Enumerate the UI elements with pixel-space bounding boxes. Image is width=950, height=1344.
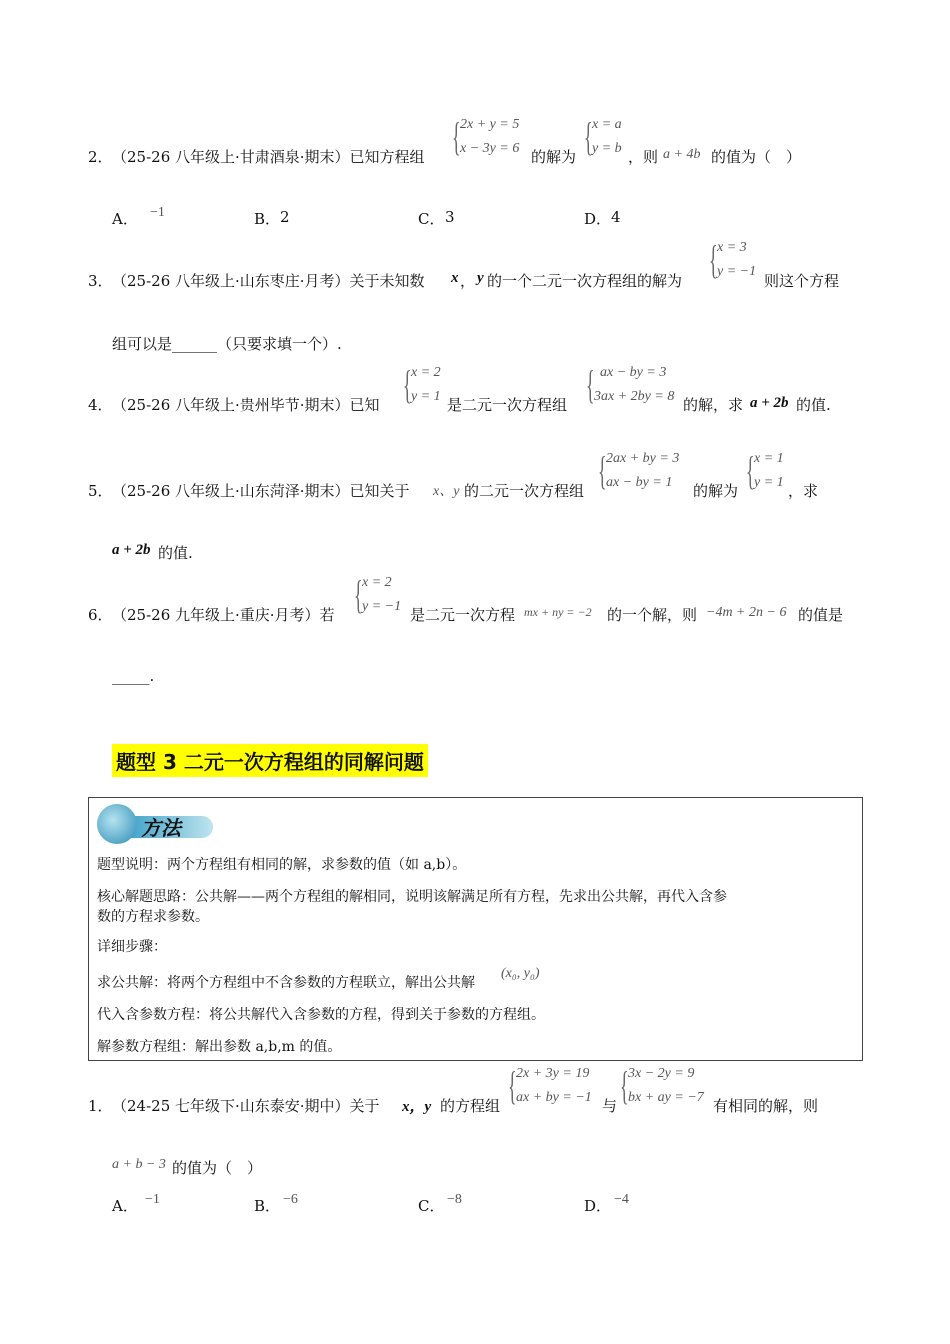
q7-mid-text: 的方程组 bbox=[440, 1097, 501, 1115]
method-line-6: 代入含参数方程：将公共解代入含参数的方程，得到关于参数的方程组。 bbox=[97, 1007, 545, 1023]
q2-tail-1: ，则 bbox=[628, 148, 659, 166]
q6-mid-text: 是二元一次方程 bbox=[410, 606, 516, 624]
method-line-1: 题型说明：两个方程组有相同的解，求参数的值（如 a,b）。 bbox=[97, 857, 467, 873]
q4-mid-text: 是二元一次方程组 bbox=[447, 396, 568, 414]
q5-expression: a + 2b bbox=[112, 542, 151, 558]
q7-option-b-value: −6 bbox=[283, 1192, 298, 1207]
q4-tail-1: 的解，求 bbox=[683, 396, 744, 414]
q2-system-1-eq2: x − 3y = 6 bbox=[460, 141, 520, 156]
q4-expression: a + 2b bbox=[750, 395, 789, 411]
q7-tail-2: 的值为（ ） bbox=[172, 1159, 263, 1177]
section-heading: 题型 3 二元一次方程组的同解问题 bbox=[112, 744, 428, 777]
q2-option-b-label: B． bbox=[254, 210, 281, 228]
q4-number: 4． bbox=[88, 396, 113, 414]
q4-system-2-eq1: ax − by = 3 bbox=[600, 365, 667, 380]
method-badge-label: 方法 bbox=[141, 816, 181, 840]
q4-system-1-eq1: x = 2 bbox=[411, 365, 441, 380]
q7-mid-text-2: 与 bbox=[602, 1097, 618, 1115]
q5-system-1-eq1: 2ax + by = 3 bbox=[606, 451, 680, 466]
q2-mid-text: 的解为 bbox=[531, 148, 577, 166]
q2-option-a-value: −1 bbox=[150, 205, 165, 220]
q4-system-1-eq2: y = 1 bbox=[411, 389, 441, 404]
q3-number: 3． bbox=[88, 272, 113, 290]
q2-system-1-eq1: 2x + y = 5 bbox=[460, 117, 520, 132]
q2-source: （25-26 八年级上·甘肃酒泉·期末）已知方程组 bbox=[112, 148, 425, 166]
method-line-4: 详细步骤： bbox=[97, 939, 167, 955]
q3-line-2: 组可以是______（只要求填一个）. bbox=[112, 335, 342, 353]
q7-expression: a + b − 3 bbox=[112, 1157, 166, 1172]
q7-option-d-label: D． bbox=[584, 1197, 612, 1215]
q2-system-2-eq1: x = a bbox=[592, 117, 622, 132]
q2-number: 2． bbox=[88, 148, 113, 166]
q6-tail: 的值是 bbox=[798, 606, 844, 624]
q7-option-b-label: B． bbox=[254, 1197, 281, 1215]
q2-option-c-label: C． bbox=[418, 210, 445, 228]
method-box bbox=[88, 797, 863, 1061]
method-line-7: 解参数方程组：解出参数 a,b,m 的值。 bbox=[97, 1039, 342, 1055]
q3-var-y: y bbox=[477, 270, 484, 286]
q2-system-2-eq2: y = b bbox=[592, 141, 622, 156]
q6-expression: −4m + 2n − 6 bbox=[706, 605, 787, 620]
method-line-5: 求公共解：将两个方程组中不含参数的方程联立，解出公共解 bbox=[97, 975, 475, 991]
q7-option-d-value: −4 bbox=[614, 1192, 629, 1207]
q6-mid-text-2: 的一个解，则 bbox=[607, 606, 698, 624]
q3-var-x: x bbox=[451, 270, 459, 286]
method-line-2: 核心解题思路：公共解——两个方程组的解相同，说明该解满足所有方程，先求出公共解，再代入含参 bbox=[97, 889, 727, 905]
q7-option-c-label: C． bbox=[418, 1197, 445, 1215]
q3-system-eq2: y = −1 bbox=[717, 264, 757, 279]
q2-option-b-value: 2 bbox=[280, 208, 290, 226]
q7-number: 1． bbox=[88, 1097, 113, 1115]
q6-system-eq2: y = −1 bbox=[362, 599, 402, 614]
q5-number: 5． bbox=[88, 482, 113, 500]
q6-line-2: _____. bbox=[112, 667, 155, 685]
q7-tail: 有相同的解，则 bbox=[713, 1097, 819, 1115]
q2-option-c-value: 3 bbox=[445, 208, 455, 226]
method-line-3: 数的方程求参数。 bbox=[97, 909, 209, 925]
q7-option-a-label: A． bbox=[112, 1197, 138, 1215]
method-pair: (x₀, y₀) bbox=[501, 966, 540, 981]
q6-source: （25-26 九年级上·重庆·月考）若 bbox=[112, 606, 335, 624]
q2-option-d-label: D． bbox=[584, 210, 612, 228]
q5-vars: x、y bbox=[433, 484, 460, 499]
q5-mid-text: 的二元一次方程组 bbox=[464, 482, 585, 500]
q7-option-a-value: −1 bbox=[145, 1192, 160, 1207]
q2-option-a-label: A． bbox=[112, 210, 138, 228]
q3-tail: 则这个方程 bbox=[764, 272, 840, 290]
q4-tail-2: 的值. bbox=[796, 396, 831, 414]
q7-option-c-value: −8 bbox=[447, 1192, 462, 1207]
q2-tail-2: 的值为（ ） bbox=[711, 148, 802, 166]
q7-vars: x，y bbox=[402, 1099, 432, 1115]
q3-system-eq1: x = 3 bbox=[717, 240, 747, 255]
q7-system-2-eq2: bx + ay = −7 bbox=[628, 1090, 704, 1105]
q6-equation: mx + ny = −2 bbox=[524, 605, 592, 619]
q2-expression: a + 4b bbox=[663, 147, 701, 162]
q7-system-1-eq2: ax + by = −1 bbox=[516, 1090, 592, 1105]
q3-mid-text: 的一个二元一次方程组的解为 bbox=[487, 272, 683, 290]
method-badge bbox=[97, 804, 215, 846]
q4-system-2-eq2: 3ax + 2by = 8 bbox=[594, 389, 675, 404]
method-badge-icon bbox=[97, 804, 137, 844]
q5-system-1-eq2: ax − by = 1 bbox=[606, 475, 673, 490]
q5-tail-2: 的值. bbox=[158, 544, 193, 562]
q7-source: （24-25 七年级下·山东泰安·期中）关于 bbox=[112, 1097, 380, 1115]
q4-source: （25-26 八年级上·贵州毕节·期末）已知 bbox=[112, 396, 380, 414]
q5-system-2-eq2: y = 1 bbox=[754, 475, 784, 490]
q6-number: 6． bbox=[88, 606, 113, 624]
q5-source: （25-26 八年级上·山东菏泽·期末）已知关于 bbox=[112, 482, 410, 500]
q7-system-1-eq1: 2x + 3y = 19 bbox=[516, 1066, 590, 1081]
q5-tail: ，求 bbox=[788, 482, 819, 500]
q2-option-d-value: 4 bbox=[611, 208, 621, 226]
q3-source: （25-26 八年级上·山东枣庄·月考）关于未知数 bbox=[112, 272, 425, 290]
q3-separator: ， bbox=[460, 272, 476, 290]
q5-system-2-eq1: x = 1 bbox=[754, 451, 784, 466]
q5-mid-text-2: 的解为 bbox=[693, 482, 739, 500]
q7-system-2-eq1: 3x − 2y = 9 bbox=[628, 1066, 695, 1081]
q6-system-eq1: x = 2 bbox=[362, 575, 392, 590]
